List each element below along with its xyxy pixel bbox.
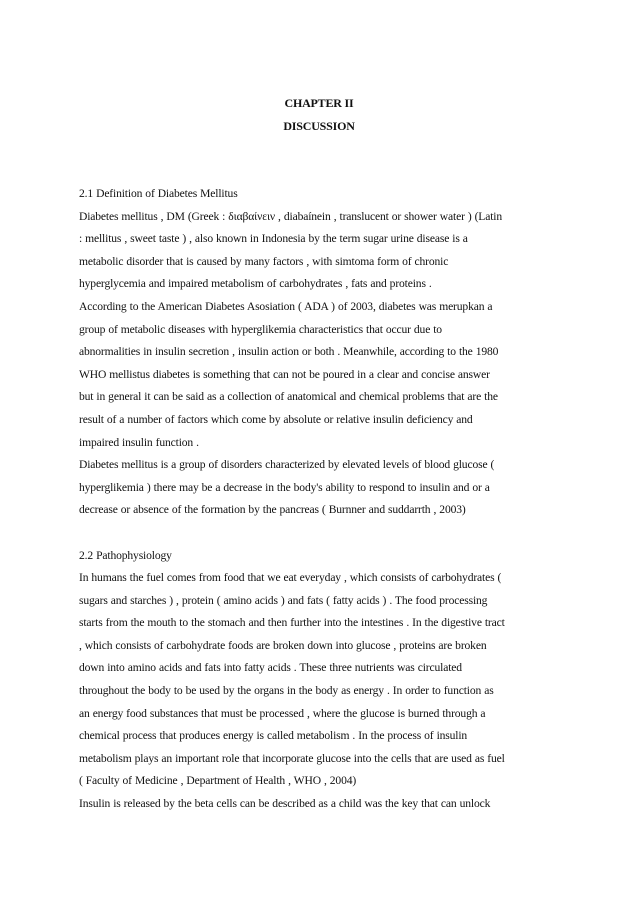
paragraph-line: abnormalities in insulin secretion , insulin action or both . Meanwhile, according to the 1980	[79, 345, 499, 359]
paragraph-line: hyperglikemia ) there may be a decrease in the body's ability to respond to insulin and or a	[79, 480, 490, 494]
paragraph-line: Insulin is released by the beta cells can be described as a child was the key that can unlock	[79, 797, 491, 811]
paragraph-line: starts from the mouth to the stomach and then further into the intestines . In the digestive tract	[79, 616, 505, 630]
paragraph-line: throughout the body to be used by the organs in the body as energy . In order to function as	[79, 684, 494, 698]
section-spacer	[79, 522, 565, 545]
paragraph-line: , which consists of carbohydrate foods are broken down into glucose , proteins are broken	[79, 638, 487, 652]
paragraph-line: Diabetes mellitus is a group of disorders characterized by elevated levels of blood glucose (	[79, 458, 495, 472]
paragraph-line: metabolism plays an important role that incorporate glucose into the cells that are used as fuel	[79, 751, 505, 765]
paragraph-line: decrease or absence of the formation by the pancreas ( Burnner and suddarrth , 2003)	[79, 503, 466, 517]
paragraph-line: : mellitus , sweet taste ) , also known in Indonesia by the term sugar urine disease is a	[79, 232, 468, 246]
paragraph-line: but in general it can be said as a collection of anatomical and chemical problems that are the	[79, 390, 498, 404]
paragraph-line: WHO mellistus diabetes is something that can not be poured in a clear and concise answer	[79, 367, 490, 381]
paragraph-line: chemical process that produces energy is called metabolism . In the process of insulin	[79, 729, 468, 743]
paragraph-line: sugars and starches ) , protein ( amino acids ) and fats ( fatty acids ) . The food processing	[79, 593, 488, 607]
paragraph-line: In humans the fuel comes from food that we eat everyday , which consists of carbohydrates (	[79, 571, 502, 585]
section-heading-definition: 2.1 Definition of Diabetes Mellitus	[79, 187, 238, 200]
paragraph-line: Diabetes mellitus , DM (Greek : διαβαίνειν , diabaínein , translucent or shower water ) (Latin	[79, 209, 503, 223]
paragraph-line: down into amino acids and fats into fatty acids . These three nutrients was circulated	[79, 661, 462, 675]
section-heading-pathophysiology: 2.2 Pathophysiology	[79, 548, 172, 562]
paragraph-line: metabolic disorder that is caused by many factors , with simtoma form of chronic	[79, 254, 449, 268]
paragraph-line: According to the American Diabetes Asosiation ( ADA ) of 2003, diabetes was merupkan a	[79, 299, 493, 313]
paragraph-line: impaired insulin function .	[79, 435, 199, 449]
paragraph-line: hyperglycemia and impaired metabolism of carbohydrates , fats and proteins .	[79, 277, 432, 291]
body-text	[79, 183, 565, 816]
chapter-label: CHAPTER II	[284, 96, 354, 110]
paragraph-line: an energy food substances that must be processed , where the glucose is burned through a	[79, 706, 486, 720]
paragraph-line: group of metabolic diseases with hyperglikemia characteristics that occur due to	[79, 322, 442, 336]
paragraph-line: result of a number of factors which come by absolute or relative insulin deficiency and	[79, 412, 473, 426]
paragraph-line: ( Faculty of Medicine , Department of Health , WHO , 2004)	[79, 774, 357, 788]
chapter-title: DISCUSSION	[283, 119, 355, 133]
